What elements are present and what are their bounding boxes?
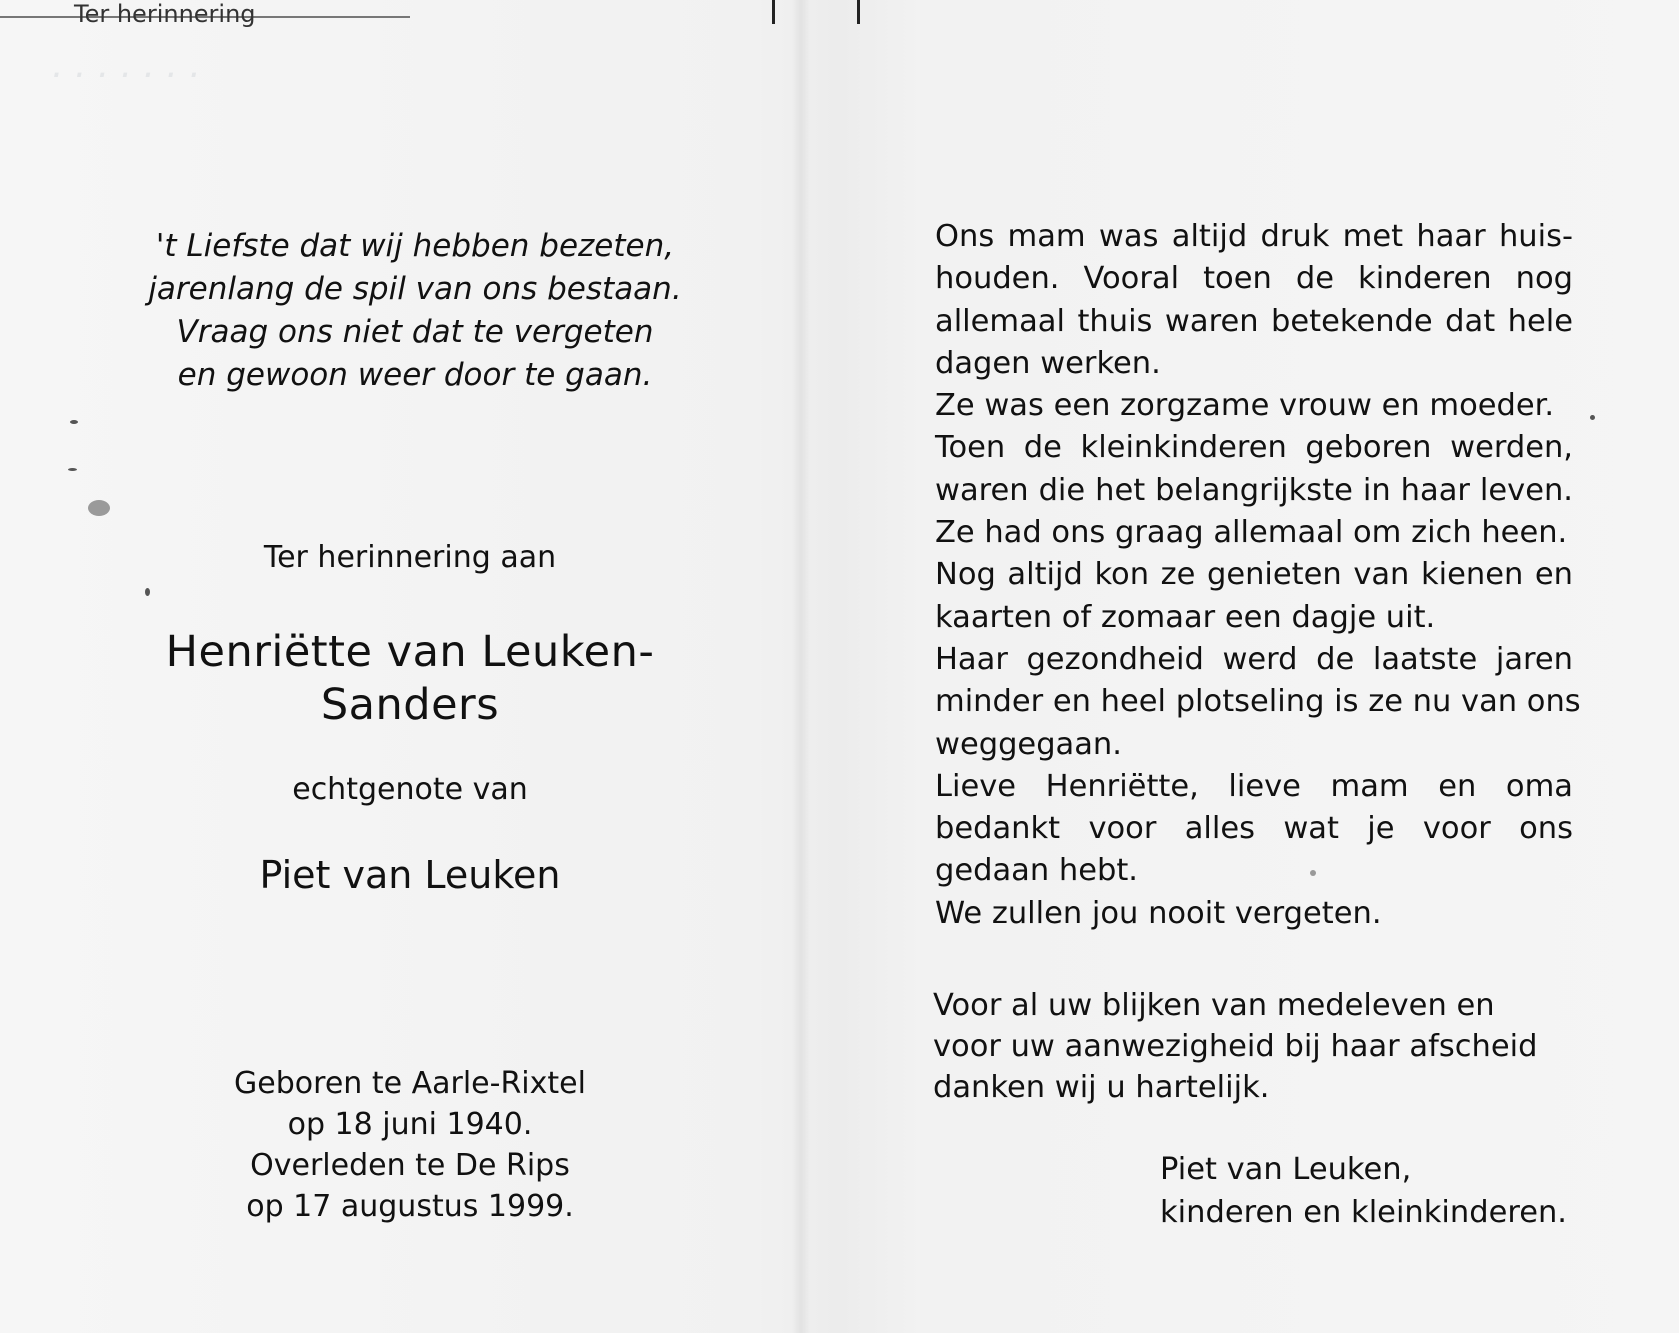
thanks-note bbox=[933, 985, 1573, 1108]
message-line: bedankt voor alles wat je voor ons bbox=[935, 811, 1573, 847]
spouse-name: Piet van Leuken bbox=[259, 853, 561, 897]
deceased-name-line1: Henriëtte van Leuken- bbox=[165, 627, 655, 677]
message-line: We zullen jou nooit vergeten. bbox=[935, 895, 1382, 931]
right-page bbox=[880, 0, 1679, 1333]
message-line: kaarten of zomaar een dagje uit. bbox=[935, 599, 1436, 635]
family-message bbox=[935, 216, 1581, 935]
message-line: gedaan hebt. bbox=[935, 853, 1139, 889]
poem-line: en gewoon weer door te gaan. bbox=[177, 357, 653, 393]
ink-speck bbox=[88, 500, 110, 516]
poem-line: Vraag ons niet dat te vergeten bbox=[176, 314, 654, 350]
message-line: waren die het belangrijkste in haar leven. bbox=[935, 472, 1573, 508]
family-signature bbox=[1160, 1148, 1580, 1234]
message-line: minder en heel plotseling is ze nu van ons bbox=[935, 684, 1581, 720]
poem-line: jarenlang de spil van ons bestaan. bbox=[148, 271, 682, 307]
memorial-poem bbox=[135, 225, 695, 397]
ink-speck bbox=[70, 420, 78, 424]
signature-line: Piet van Leuken, bbox=[1160, 1152, 1412, 1187]
date-line: Overleden te De Rips bbox=[250, 1148, 570, 1183]
deceased-name bbox=[110, 626, 710, 732]
deceased-name-line2: Sanders bbox=[320, 680, 500, 730]
signature-line: kinderen en kleinkinderen. bbox=[1160, 1195, 1567, 1230]
date-line: op 17 augustus 1999. bbox=[246, 1189, 574, 1224]
thanks-line: Voor al uw blijken van medeleven en bbox=[933, 988, 1495, 1023]
message-line: houden. Vooral toen de kinderen nog bbox=[935, 261, 1573, 297]
message-line: weggegaan. bbox=[935, 726, 1122, 762]
memory-heading: Ter herinnering aan bbox=[263, 540, 557, 575]
message-line: Nog altijd kon ze genieten van kienen en bbox=[935, 557, 1573, 593]
birth-death-dates bbox=[110, 1063, 710, 1227]
message-line: dagen werken. bbox=[935, 345, 1161, 381]
message-line: Ons mam was altijd druk met haar huis- bbox=[935, 219, 1573, 254]
ink-speck bbox=[1310, 870, 1316, 876]
ink-speck bbox=[145, 588, 150, 596]
spouse-label: echtgenote van bbox=[292, 772, 528, 807]
message-line: allemaal thuis waren betekende dat hele bbox=[935, 303, 1573, 339]
ink-speck bbox=[68, 468, 77, 471]
message-line: Ze was een zorgzame vrouw en moeder. bbox=[935, 388, 1555, 424]
date-line: op 18 juni 1940. bbox=[287, 1107, 533, 1142]
message-line: Haar gezondheid werd de laatste jaren bbox=[935, 641, 1573, 677]
thanks-line: voor uw aanwezigheid bij haar afscheid bbox=[933, 1029, 1538, 1064]
top-fragment-text: Ter herinnering bbox=[74, 0, 256, 28]
fold-mark-right bbox=[857, 0, 860, 24]
ink-speck bbox=[1590, 415, 1595, 420]
message-line: Toen de kleinkinderen geboren werden, bbox=[935, 430, 1573, 466]
message-line: Lieve Henriëtte, lieve mam en oma bbox=[935, 768, 1573, 804]
message-line: Ze had ons graag allemaal om zich heen. bbox=[935, 515, 1568, 551]
thanks-line: danken wij u hartelijk. bbox=[933, 1070, 1270, 1105]
show-through: · · · · · · · bbox=[50, 55, 199, 96]
poem-line: 't Liefste dat wij hebben bezeten, bbox=[155, 228, 675, 264]
left-page bbox=[0, 0, 825, 1333]
date-line: Geboren te Aarle-Rixtel bbox=[234, 1066, 586, 1101]
